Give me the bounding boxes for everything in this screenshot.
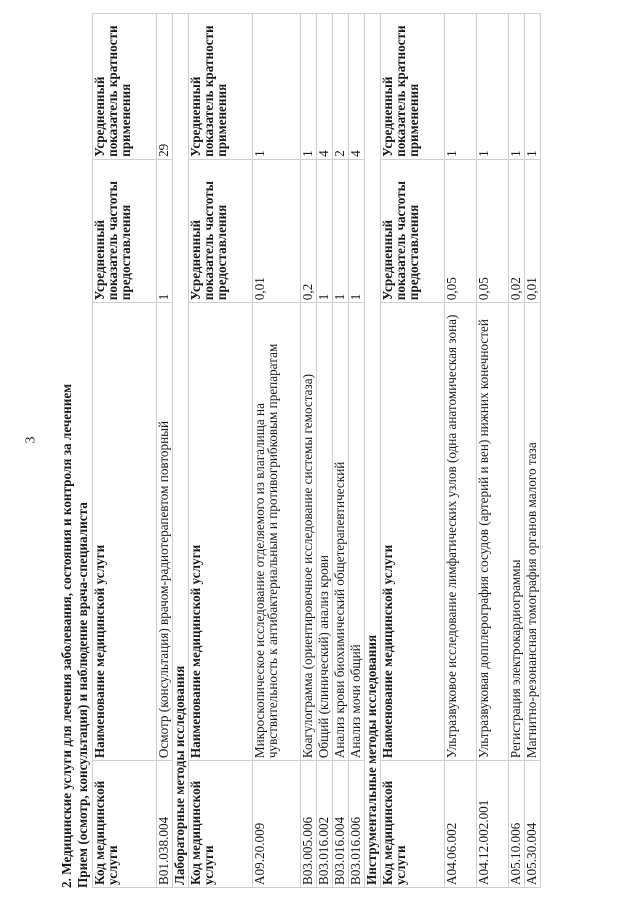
col-header-name: Наименование медицинской услуги: [189, 303, 253, 761]
table-row: [333, 14, 349, 888]
service-name: Регистрация электрокардиограммы: [509, 303, 525, 761]
col-header-name: Наименование медицинской услуги: [93, 303, 157, 761]
service-code: B03.016.004: [333, 761, 349, 888]
service-name: Коагулограмма (ориентировочное исследование системы гемостаза): [301, 303, 317, 761]
table-row: [317, 14, 333, 888]
service-multiplicity: 1: [525, 14, 541, 160]
service-code: A05.10.006: [509, 761, 525, 888]
col-header-frequency: Усредненный показатель частоты предоставления: [189, 159, 253, 302]
table-row: [509, 14, 525, 888]
service-multiplicity: 4: [349, 14, 365, 160]
col-header-name: Наименование медицинской услуги: [381, 303, 445, 761]
service-multiplicity: 1: [445, 14, 477, 160]
table-row: [301, 14, 317, 888]
document-heading: 2. Медицинские услуги для лечения заболевания, состояния и контроля за лечением: [59, 383, 74, 888]
table-row: [477, 14, 509, 888]
service-name: Микроскопическое исследование отделяемого из влагалища на чувствительность к антибактериальным и противогрибковым препаратам: [253, 303, 301, 761]
service-code: A05.30.004: [525, 761, 541, 888]
service-frequency: 0,05: [477, 159, 509, 302]
service-code: A04.12.002.001: [477, 761, 509, 888]
services-table: [92, 13, 541, 888]
service-frequency: 1: [317, 159, 333, 302]
service-code: B03.005.006: [301, 761, 317, 888]
service-multiplicity: 4: [317, 14, 333, 160]
service-frequency: 0,01: [253, 159, 301, 302]
table-header-row: [381, 14, 445, 888]
service-code: B03.016.006: [349, 761, 365, 888]
service-code: A04.06.002: [445, 761, 477, 888]
col-header-frequency: Усредненный показатель частоты предоставления: [381, 159, 445, 302]
col-header-frequency: Усредненный показатель частоты предоставления: [93, 159, 157, 302]
service-multiplicity: 29: [157, 14, 173, 160]
table-row: [253, 14, 301, 888]
table-header-row: [93, 14, 157, 888]
col-header-multiplicity: Усредненный показатель кратности применения: [189, 14, 253, 160]
table-row: [525, 14, 541, 888]
service-frequency: 1: [333, 159, 349, 302]
service-frequency: 0,02: [509, 159, 525, 302]
service-name: Анализ мочи общий: [349, 303, 365, 761]
service-multiplicity: 1: [477, 14, 509, 160]
section-title: Инструментальные методы исследования: [365, 14, 381, 888]
col-header-multiplicity: Усредненный показатель кратности применения: [93, 14, 157, 160]
service-multiplicity: 2: [333, 14, 349, 160]
section-title-row: [365, 14, 381, 888]
service-multiplicity: 1: [301, 14, 317, 160]
service-frequency: 0,2: [301, 159, 317, 302]
service-name: Ультразвуковое исследование лимфатических узлов (одна анатомическая зона): [445, 303, 477, 761]
col-header-code: Код медицинской услуги: [93, 761, 157, 888]
service-name: Магнитно-резонансная томография органов малого таза: [525, 303, 541, 761]
section-title: Прием (осмотр, консультация) и наблюдение врача-специалиста: [75, 502, 90, 888]
table-header-row: [189, 14, 253, 888]
service-name: Анализ крови биохимический общетерапевтический: [333, 303, 349, 761]
section-title: Лабораторные методы исследования: [173, 14, 189, 888]
service-name: Общий (клинический) анализ крови: [317, 303, 333, 761]
service-name: Ультразвуковая допплерография сосудов (артерий и вен) нижних конечностей: [477, 303, 509, 761]
service-frequency: 0,05: [445, 159, 477, 302]
service-name: Осмотр (консультация) врачом-радиотерапевтом повторный: [157, 303, 173, 761]
table-row: [349, 14, 365, 888]
rotated-document: [60, 13, 580, 888]
service-multiplicity: 1: [509, 14, 525, 160]
service-code: B03.016.002: [317, 761, 333, 888]
service-frequency: 0,01: [525, 159, 541, 302]
col-header-code: Код медицинской услуги: [189, 761, 253, 888]
service-multiplicity: 1: [253, 14, 301, 160]
table-row: [445, 14, 477, 888]
col-header-multiplicity: Усредненный показатель кратности применения: [381, 14, 445, 160]
section-title-row: [173, 14, 189, 888]
table-row: [157, 14, 173, 888]
service-frequency: 1: [157, 159, 173, 302]
page-number: 3: [23, 436, 39, 444]
service-frequency: 1: [349, 159, 365, 302]
service-code: B01.038.004: [157, 761, 173, 888]
service-code: A09.20.009: [253, 761, 301, 888]
col-header-code: Код медицинской услуги: [381, 761, 445, 888]
